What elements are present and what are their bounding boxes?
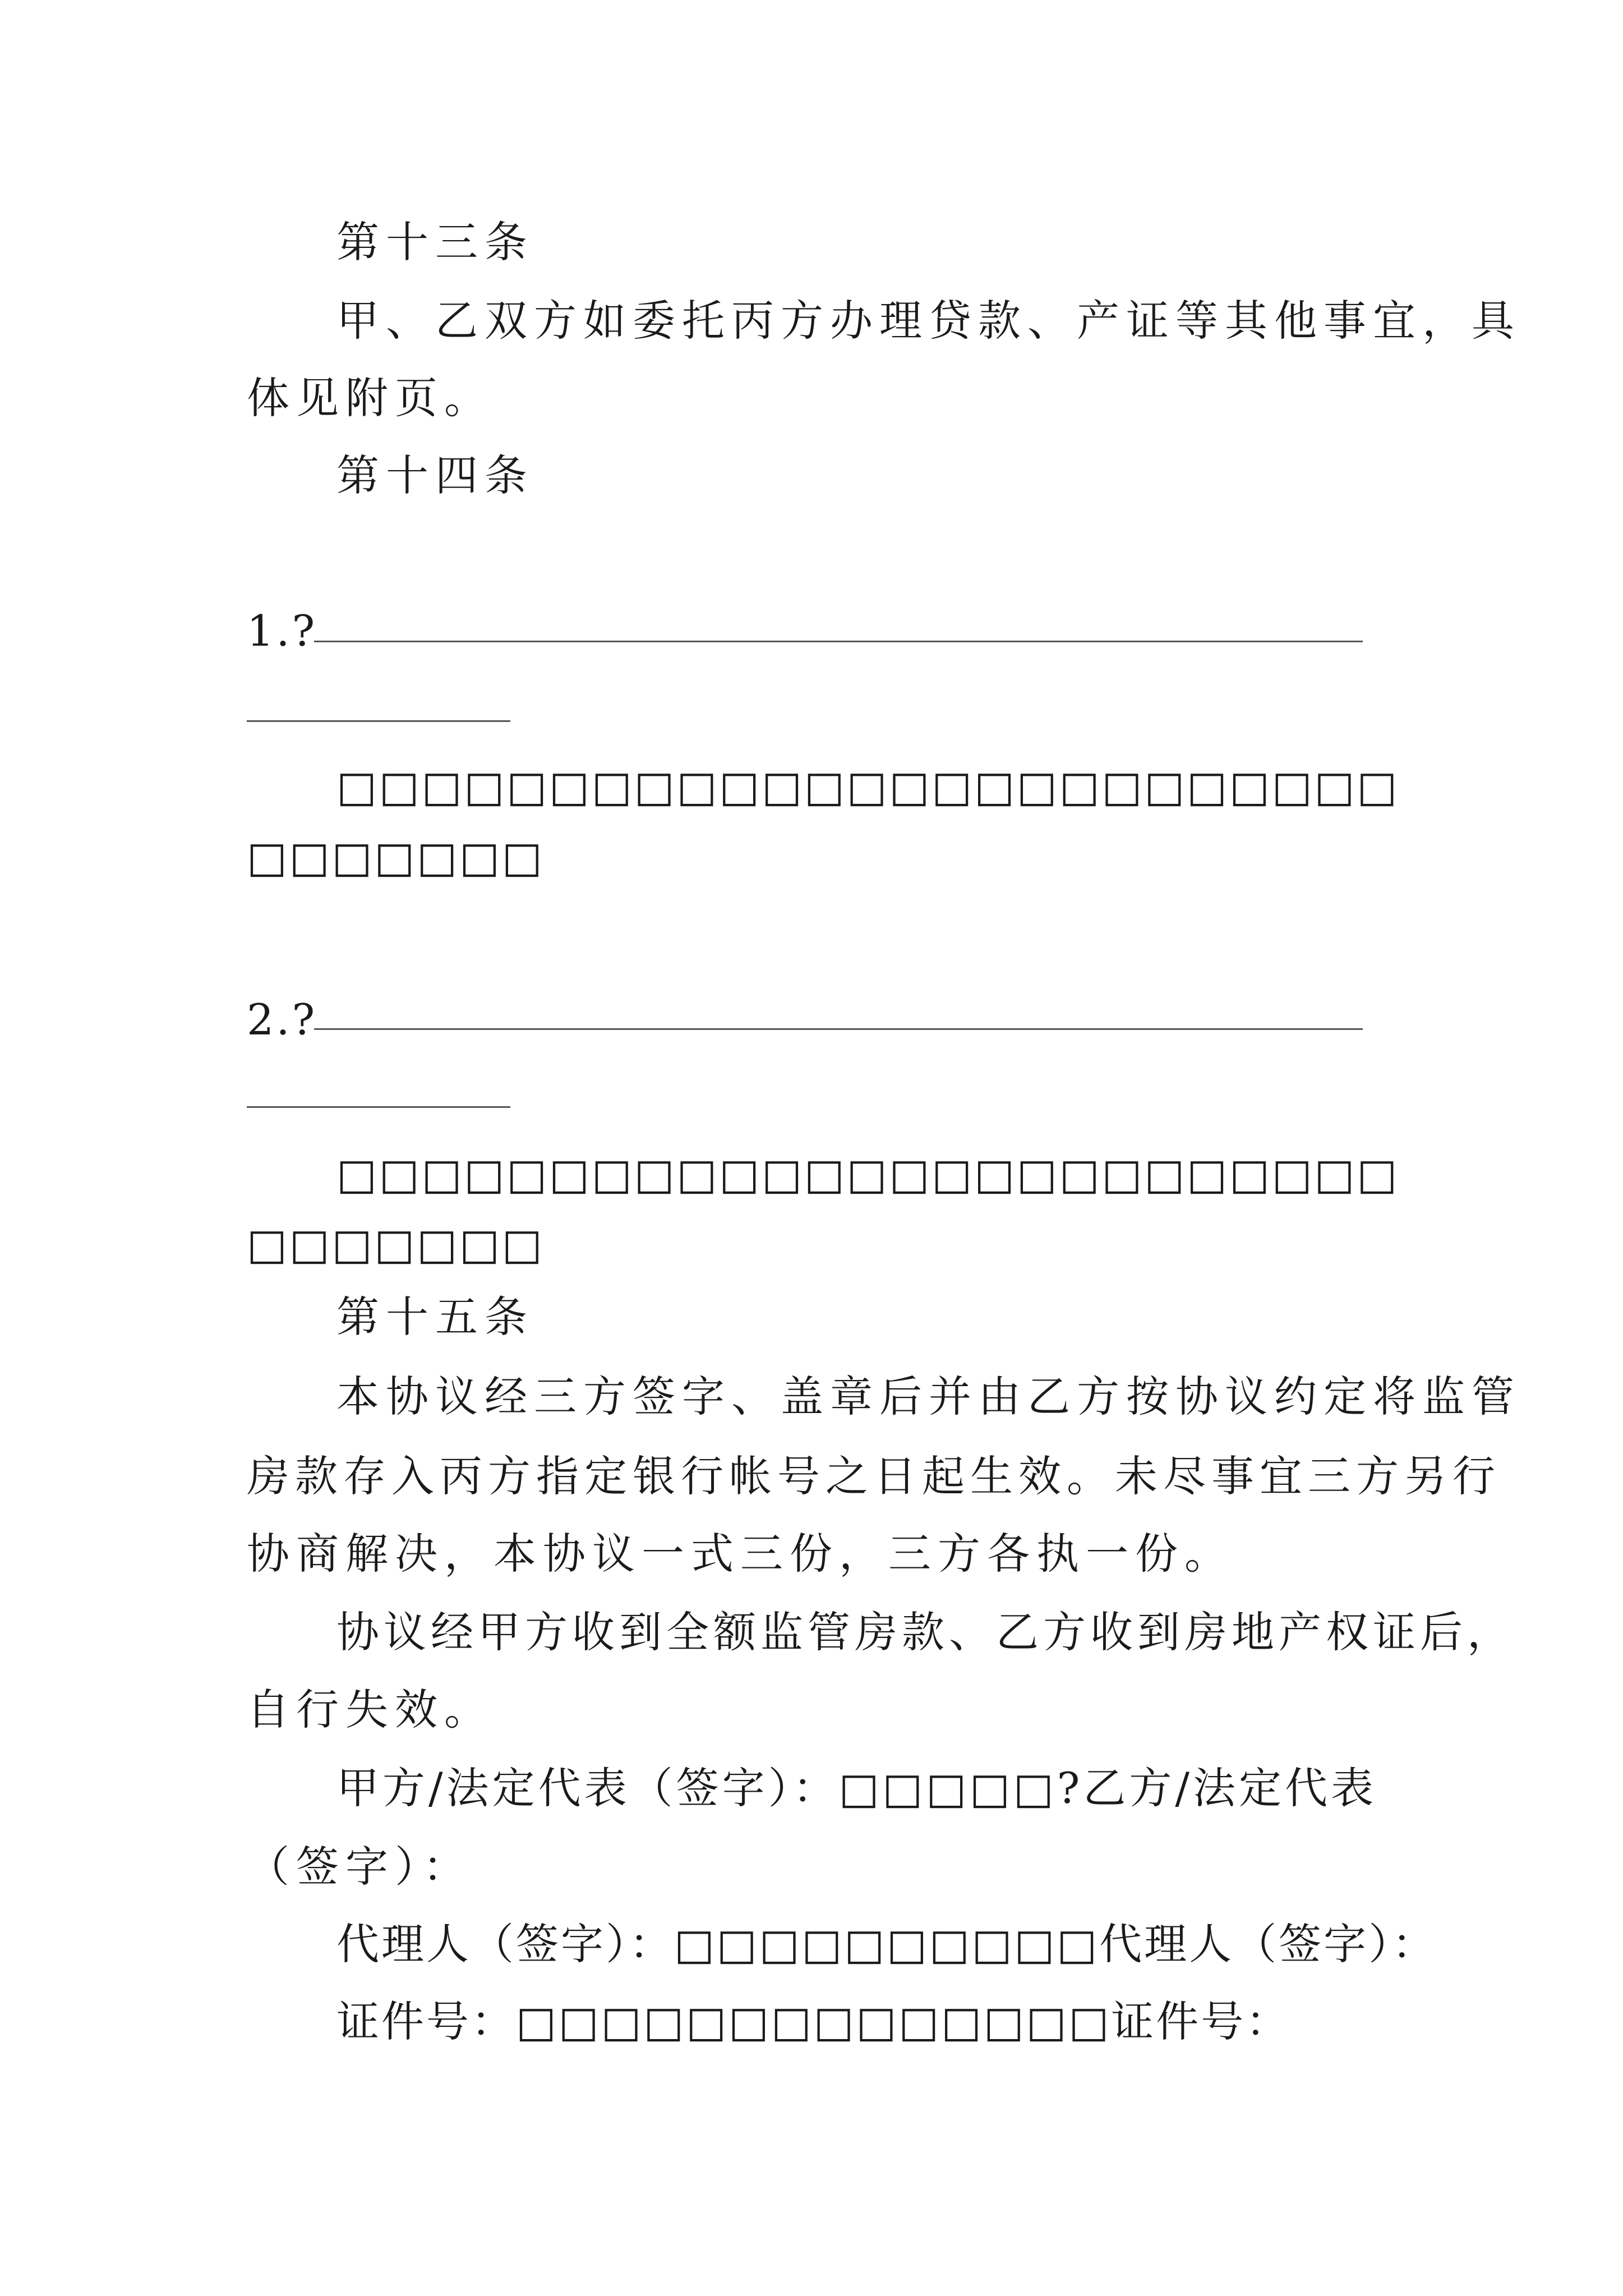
item-2-blank-underline-continued — [247, 1106, 510, 1108]
article-15-para-1-line-3: 协商解决，本协议一式三份，三方各执一份。 — [247, 1529, 1234, 1579]
item-2-filler-line-1: □□□□□□□□□□□□□□□□□□□□□□□□□ — [336, 1149, 1400, 1199]
article-13-body-line-2: 体见附页。 — [247, 373, 494, 423]
item-1-blank-underline — [314, 641, 1363, 642]
article-15-para-2-line-1: 协议经甲方收到全额监管房款、乙方收到房地产权证后， — [336, 1607, 1514, 1657]
signature-line-agent: 代理人（签字）：□□□□□□□□□□代理人（签字）： — [336, 1919, 1437, 1969]
article-13-body-line-1: 甲、乙双方如委托丙方办理贷款、产证等其他事宜，具 — [336, 296, 1521, 346]
article-15-para-2-line-2: 自行失效。 — [247, 1685, 494, 1734]
article-15-para-1-line-2: 房款存入丙方指定银行帐号之日起生效。未尽事宜三方另行 — [247, 1451, 1501, 1501]
item-1-blank-underline-continued — [247, 720, 510, 722]
item-1-filler-line-2: □□□□□□□ — [247, 832, 545, 882]
item-2-filler-line-2: □□□□□□□ — [247, 1219, 545, 1269]
article-15-heading: 第十五条 — [336, 1292, 534, 1342]
article-14-heading: 第十四条 — [336, 450, 534, 500]
article-13-heading: 第十三条 — [336, 217, 534, 267]
signature-line-id-number: 证件号：□□□□□□□□□□□□□□证件号： — [336, 1996, 1291, 2046]
article-15-para-1-line-1: 本协议经三方签字、盖章后并由乙方按协议约定将监管 — [336, 1372, 1521, 1421]
item-1-filler-line-1: □□□□□□□□□□□□□□□□□□□□□□□□□ — [336, 761, 1400, 811]
item-2-label: 2.? — [247, 995, 317, 1045]
item-1-label: 1.? — [247, 606, 317, 656]
signature-line-sign-continued: （签字）： — [247, 1842, 472, 1892]
item-2-blank-underline — [314, 1028, 1363, 1030]
signature-line-party-a-b: 甲方/法定代表（签字）：□□□□□?乙方/法定代表 — [336, 1763, 1377, 1813]
